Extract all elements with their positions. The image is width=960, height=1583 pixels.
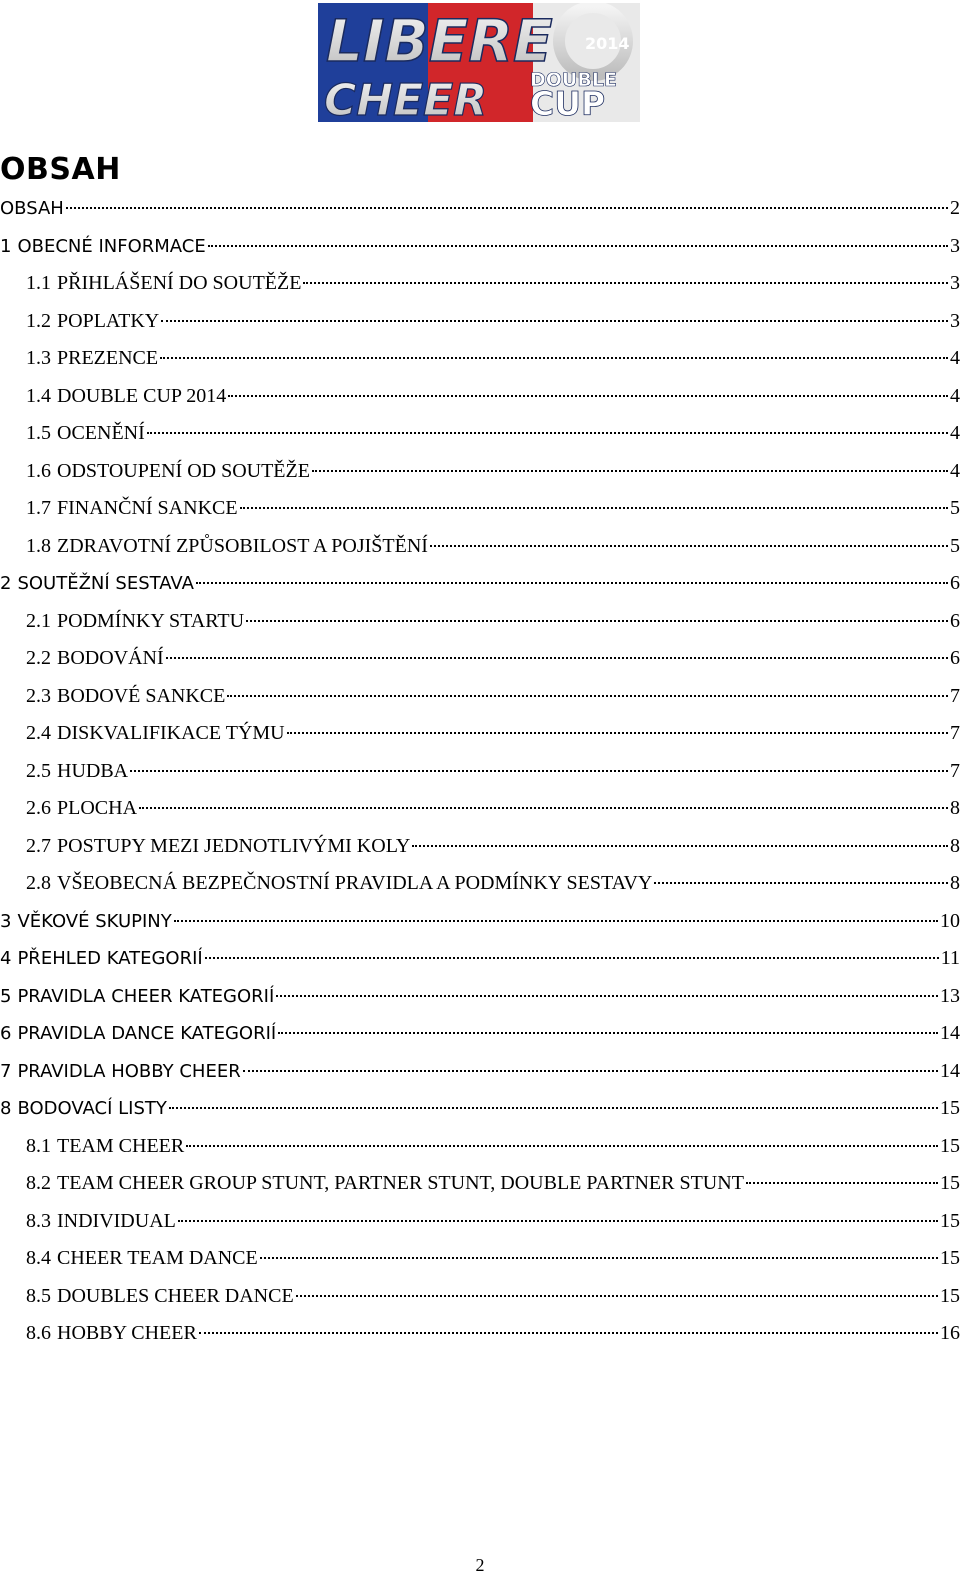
toc-entry-title: PREZENCE — [57, 347, 159, 369]
toc-entry-title: OBECNÉ INFORMACE — [17, 235, 206, 257]
toc-entry-number: 1.7 — [26, 497, 51, 519]
toc-dot-leader — [278, 1032, 938, 1034]
toc-entry-page: 15 — [940, 1172, 960, 1194]
toc-dot-leader — [161, 320, 948, 322]
toc-entry-title: OBSAH — [0, 198, 64, 219]
toc-entry-number: 2.8 — [26, 872, 51, 894]
toc-entry-page: 6 — [950, 647, 960, 669]
toc-entry-number: 3 — [0, 910, 12, 932]
toc-dot-leader — [287, 732, 948, 734]
toc-dot-leader — [654, 882, 948, 884]
toc-entry-page: 8 — [950, 797, 960, 819]
toc-entry-page: 15 — [940, 1209, 960, 1232]
logo-line-1: LIBERE — [326, 7, 553, 75]
toc-entry-title: FINANČNÍ SANKCE — [57, 497, 238, 519]
toc-entry-title: BODOVACÍ LISTY — [17, 1098, 167, 1119]
logo-year: 2014 — [585, 34, 630, 53]
toc-entry-page: 2 — [950, 197, 960, 219]
toc-entry-title: PRAVIDLA DANCE KATEGORIÍ — [17, 1023, 277, 1044]
toc-entry-page: 10 — [940, 909, 960, 932]
toc-entry-page: 4 — [950, 347, 960, 369]
toc-entry-number: 6 — [0, 1023, 12, 1044]
toc-entry-page: 8 — [950, 834, 960, 857]
toc-entry[interactable] — [0, 385, 960, 423]
toc-entry-page: 15 — [940, 1247, 960, 1269]
toc-entry-title: TEAM CHEER GROUP STUNT, PARTNER STUNT, DOUBLE PARTNER STUNT — [57, 1172, 744, 1194]
toc-entry-title: BODOVÉ SANKCE — [57, 684, 226, 707]
toc-dot-leader — [166, 657, 948, 659]
toc-entry-page: 3 — [950, 272, 960, 294]
toc-entry-page: 15 — [940, 1284, 960, 1307]
toc-entry-page: 4 — [950, 422, 960, 444]
toc-dot-leader — [205, 957, 939, 959]
toc-entry[interactable] — [0, 1172, 960, 1210]
toc-entry-page: 11 — [940, 947, 960, 969]
toc-entry[interactable] — [0, 947, 960, 985]
toc-entry-page: 15 — [940, 1097, 960, 1119]
toc-entry-page: 3 — [950, 309, 960, 332]
toc-dot-leader — [303, 282, 948, 284]
toc-entry-number: 1.5 — [26, 422, 51, 444]
toc-entry-title: ZDRAVOTNÍ ZPŮSOBILOST A POJIŠTĚNÍ — [57, 534, 428, 557]
toc-entry[interactable] — [0, 272, 960, 310]
toc-entry-number: 1.1 — [26, 272, 51, 294]
toc-dot-leader — [746, 1182, 938, 1184]
toc-dot-leader — [208, 245, 948, 247]
toc-dot-leader — [412, 845, 948, 847]
toc-entry[interactable] — [0, 310, 960, 348]
toc-dot-leader — [199, 1332, 938, 1334]
toc-entry[interactable] — [0, 872, 960, 910]
toc-dot-leader — [430, 545, 948, 547]
toc-entry-number: 2.1 — [26, 609, 51, 632]
toc-entry-title: BODOVÁNÍ — [57, 647, 164, 669]
toc-entry-title: POPLATKY — [57, 309, 160, 332]
toc-entry[interactable] — [0, 1210, 960, 1248]
toc-entry-title: PŘEHLED KATEGORIÍ — [17, 948, 203, 969]
toc-dot-leader — [260, 1257, 938, 1259]
event-logo — [318, 3, 640, 122]
toc-entry[interactable] — [0, 235, 960, 273]
toc-dot-leader — [246, 620, 948, 622]
toc-entry-number: 2.4 — [26, 722, 51, 744]
toc-entry-number: 8.4 — [26, 1247, 51, 1269]
toc-entry-number: 2.7 — [26, 834, 51, 857]
toc-entry-number: 1.8 — [26, 534, 51, 557]
toc-dot-leader — [174, 920, 938, 922]
toc-entry-page: 15 — [940, 1134, 960, 1157]
toc-dot-leader — [296, 1295, 938, 1297]
toc-entry[interactable] — [0, 460, 960, 498]
toc-entry-page: 4 — [950, 384, 960, 407]
toc-entry-number: 1.6 — [26, 459, 51, 482]
toc-entry[interactable] — [0, 1022, 960, 1060]
toc-entry-title: PLOCHA — [57, 797, 138, 819]
toc-entry-title: DOUBLES CHEER DANCE — [57, 1284, 294, 1307]
toc-entry[interactable] — [0, 610, 960, 648]
toc-dot-leader — [276, 995, 938, 997]
toc-entry[interactable] — [0, 985, 960, 1023]
table-of-contents — [0, 197, 960, 1360]
toc-entry-number: 1.4 — [26, 384, 51, 407]
toc-entry-page: 14 — [940, 1022, 960, 1044]
toc-entry-title: DISKVALIFIKACE TÝMU — [57, 722, 285, 744]
toc-entry-title: PODMÍNKY STARTU — [57, 609, 245, 632]
toc-entry-title: HOBBY CHEER — [57, 1322, 197, 1344]
toc-dot-leader — [228, 395, 948, 397]
toc-entry-page: 6 — [950, 572, 960, 594]
toc-entry[interactable] — [0, 1097, 960, 1135]
toc-entry[interactable] — [0, 197, 960, 235]
toc-entry[interactable] — [0, 647, 960, 685]
logo-badge-top: DOUBLE — [530, 69, 617, 91]
toc-entry-number: 1.2 — [26, 309, 51, 332]
logo-graphic — [318, 3, 640, 122]
toc-entry-page: 13 — [940, 984, 960, 1007]
logo-badge-bottom: CUP — [530, 84, 606, 122]
toc-entry[interactable] — [0, 685, 960, 723]
toc-entry-title: DOUBLE CUP 2014 — [57, 384, 227, 407]
toc-entry[interactable] — [0, 722, 960, 760]
toc-entry-page: 3 — [950, 234, 960, 257]
toc-entry[interactable] — [0, 347, 960, 385]
toc-entry-title: INDIVIDUAL — [57, 1209, 176, 1232]
toc-entry[interactable] — [0, 1135, 960, 1173]
toc-dot-leader — [147, 432, 948, 434]
toc-entry[interactable] — [0, 1247, 960, 1285]
toc-entry-page: 16 — [940, 1322, 960, 1344]
toc-dot-leader — [178, 1220, 938, 1222]
toc-entry[interactable] — [0, 1322, 960, 1360]
toc-entry-number: 8.6 — [26, 1322, 51, 1344]
toc-dot-leader — [243, 1070, 938, 1072]
toc-entry-number: 8.3 — [26, 1209, 51, 1232]
toc-entry[interactable] — [0, 910, 960, 948]
toc-entry-page: 7 — [950, 722, 960, 744]
toc-dot-leader — [169, 1107, 938, 1109]
toc-entry-number: 5 — [0, 985, 12, 1007]
toc-entry-page: 7 — [950, 759, 960, 782]
toc-dot-leader — [130, 770, 948, 772]
toc-dot-leader — [186, 1145, 938, 1147]
toc-entry-title: VĚKOVÉ SKUPINY — [17, 910, 172, 932]
toc-entry-number: 1.3 — [26, 347, 51, 369]
toc-entry-number: 8 — [0, 1098, 12, 1119]
toc-entry-title: PŘIHLÁŠENÍ DO SOUTĚŽE — [57, 272, 302, 294]
toc-entry[interactable] — [0, 760, 960, 798]
toc-entry-page: 6 — [950, 609, 960, 632]
toc-entry-title: VŠEOBECNÁ BEZPEČNOSTNÍ PRAVIDLA A PODMÍNKY SESTAVY — [57, 872, 653, 894]
toc-entry-page: 5 — [950, 497, 960, 519]
toc-entry-page: 4 — [950, 459, 960, 482]
toc-entry-page: 14 — [940, 1059, 960, 1082]
toc-entry-page: 8 — [950, 872, 960, 894]
toc-entry-title: OCENĚNÍ — [57, 422, 145, 444]
toc-entry-number: 2.2 — [26, 647, 51, 669]
toc-entry-title: TEAM CHEER — [57, 1134, 185, 1157]
logo-line-2: CHEER — [324, 75, 488, 122]
toc-dot-leader — [139, 807, 948, 809]
toc-entry-number: 2.6 — [26, 797, 51, 819]
toc-entry-title: PRAVIDLA HOBBY CHEER — [17, 1060, 241, 1082]
toc-entry-number: 8.1 — [26, 1134, 51, 1157]
toc-entry[interactable] — [0, 497, 960, 535]
page-number: 2 — [475, 1555, 485, 1575]
toc-dot-leader — [240, 507, 948, 509]
toc-entry-title: SOUTĚŽNÍ SESTAVA — [17, 573, 194, 594]
toc-entry-number: 2.5 — [26, 759, 51, 782]
toc-entry-number: 4 — [0, 948, 12, 969]
toc-entry-page: 7 — [950, 684, 960, 707]
toc-entry[interactable] — [0, 1285, 960, 1323]
toc-entry[interactable] — [0, 572, 960, 610]
toc-entry[interactable] — [0, 797, 960, 835]
toc-entry-number: 1 — [0, 235, 12, 257]
toc-entry-number: 2.3 — [26, 684, 51, 707]
toc-entry-title: POSTUPY MEZI JEDNOTLIVÝMI KOLY — [57, 834, 411, 857]
toc-entry[interactable] — [0, 1060, 960, 1098]
toc-dot-leader — [196, 582, 948, 584]
page-title: OBSAH — [0, 152, 121, 187]
toc-entry-number: 2 — [0, 573, 12, 594]
toc-entry-title: CHEER TEAM DANCE — [57, 1247, 258, 1269]
toc-dot-leader — [66, 207, 948, 209]
toc-entry-number: 7 — [0, 1060, 12, 1082]
toc-entry[interactable] — [0, 535, 960, 573]
toc-dot-leader — [312, 470, 948, 472]
toc-entry-title: ODSTOUPENÍ OD SOUTĚŽE — [57, 459, 310, 482]
toc-entry-number: 8.5 — [26, 1284, 51, 1307]
toc-entry-title: PRAVIDLA CHEER KATEGORIÍ — [17, 985, 275, 1007]
toc-dot-leader — [160, 357, 948, 359]
toc-entry-number: 8.2 — [26, 1172, 51, 1194]
toc-entry[interactable] — [0, 422, 960, 460]
toc-entry-page: 5 — [950, 534, 960, 557]
toc-entry-title: HUDBA — [57, 759, 129, 782]
toc-dot-leader — [227, 695, 948, 697]
toc-entry[interactable] — [0, 835, 960, 873]
